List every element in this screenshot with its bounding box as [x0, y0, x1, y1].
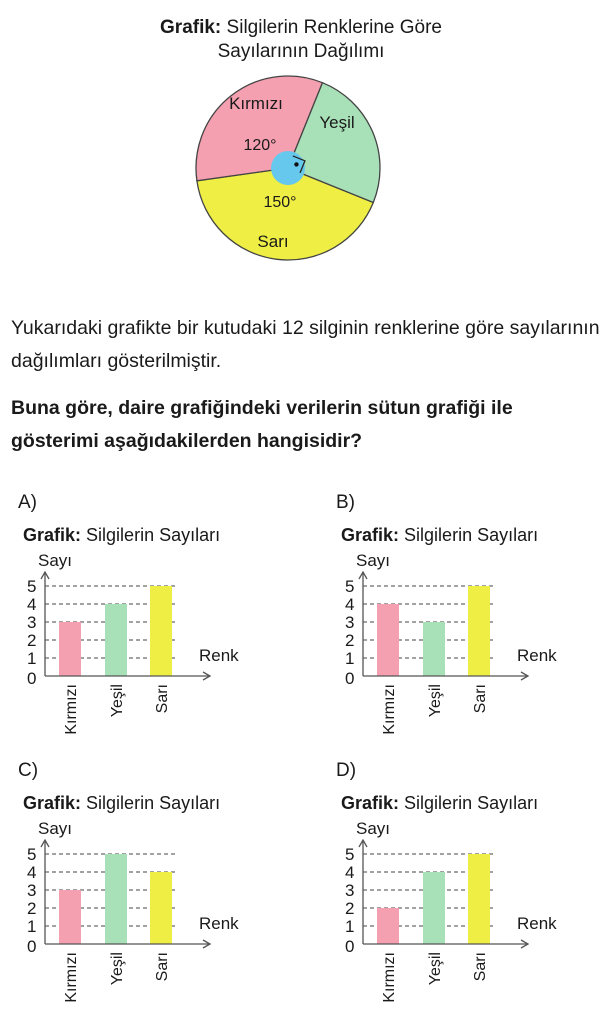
origin-label: 0: [27, 937, 37, 956]
y-axis-label: Sayı: [356, 551, 391, 570]
bar: [105, 854, 127, 944]
bar: [423, 872, 445, 944]
y-tick-label: 5: [345, 845, 355, 864]
bar-chart-title-bold: Grafik:: [23, 793, 82, 813]
category-label: Yeşil: [109, 684, 126, 718]
angle-label-150: 150°: [263, 194, 297, 211]
x-axis-label: Renk: [199, 646, 239, 665]
y-axis-label: Sayı: [38, 551, 73, 570]
category-label: Yeşil: [427, 952, 444, 986]
y-axis-label: Sayı: [356, 819, 391, 838]
option-letter: A): [18, 492, 37, 513]
bar-chart-title-bold: Grafik:: [341, 793, 400, 813]
y-tick-label: 3: [27, 613, 37, 632]
y-tick-label: 1: [345, 917, 355, 936]
bar-chart-title-text: Silgilerin Sayıları: [404, 525, 539, 545]
pie-label-yesil: Yeşil: [319, 113, 355, 132]
pie-chart: [0, 0, 602, 300]
y-tick-label: 3: [345, 613, 355, 632]
category-label: Kırmızı: [381, 952, 398, 1003]
origin-label: 0: [27, 669, 37, 688]
pie-label-kirmizi: Kırmızı: [229, 94, 283, 113]
category-label: Yeşil: [427, 684, 444, 718]
category-label: Sarı: [154, 684, 171, 714]
bar-chart-title-text: Silgilerin Sayıları: [86, 793, 221, 813]
y-tick-label: 1: [27, 649, 37, 668]
question-prompt: Buna göre, daire grafiğindeki verilerin sütun grafiği ile gösterimi aşağıdakilerden hangisidir?: [11, 397, 513, 452]
pie-label-sari: Sarı: [257, 232, 289, 251]
category-label: Sarı: [472, 952, 489, 982]
bar: [150, 872, 172, 944]
pie-title-line2: Sayılarının Dağılımı: [217, 41, 385, 62]
pie-title-text: Silgilerin Renklerine Göre: [226, 17, 442, 38]
angle-label-120: 120°: [243, 137, 277, 154]
y-tick-label: 3: [27, 881, 37, 900]
bar: [59, 622, 81, 676]
bar: [377, 604, 399, 676]
y-tick-label: 4: [345, 863, 355, 882]
bar: [150, 586, 172, 676]
bar: [468, 586, 490, 676]
category-label: Kırmızı: [381, 684, 398, 735]
y-tick-label: 1: [345, 649, 355, 668]
y-tick-label: 1: [27, 917, 37, 936]
y-tick-label: 2: [345, 899, 355, 918]
y-tick-label: 4: [27, 863, 37, 882]
right-angle-dot: [294, 162, 298, 166]
y-tick-label: 3: [345, 881, 355, 900]
y-tick-label: 4: [345, 595, 355, 614]
y-tick-label: 2: [27, 899, 37, 918]
bar: [377, 908, 399, 944]
bar-chart: [336, 760, 602, 1011]
option-c[interactable]: [18, 760, 318, 1025]
origin-label: 0: [345, 937, 355, 956]
category-label: Sarı: [154, 952, 171, 982]
category-label: Yeşil: [109, 952, 126, 986]
pie-section: [0, 0, 602, 300]
category-label: Kırmızı: [63, 684, 80, 735]
y-axis-label: Sayı: [38, 819, 73, 838]
option-letter: B): [336, 492, 355, 513]
x-axis-label: Renk: [517, 914, 557, 933]
bar-chart-title-bold: Grafik:: [23, 525, 82, 545]
option-a[interactable]: [18, 492, 318, 757]
angle-marker: [271, 151, 305, 185]
category-label: Sarı: [472, 684, 489, 714]
x-axis-label: Renk: [199, 914, 239, 933]
bar: [59, 890, 81, 944]
bar: [105, 604, 127, 676]
bar-chart: [18, 760, 318, 1011]
y-tick-label: 2: [27, 631, 37, 650]
bar-chart-title-text: Silgilerin Sayıları: [86, 525, 221, 545]
origin-label: 0: [345, 669, 355, 688]
bar-chart-title-bold: Grafik:: [341, 525, 400, 545]
y-tick-label: 5: [27, 845, 37, 864]
x-axis-label: Renk: [517, 646, 557, 665]
y-tick-label: 4: [27, 595, 37, 614]
option-b[interactable]: [336, 492, 602, 757]
bar-chart: [18, 492, 318, 757]
y-tick-label: 5: [345, 577, 355, 596]
category-label: Kırmızı: [63, 952, 80, 1003]
bar: [468, 854, 490, 944]
bar-chart: [336, 492, 602, 757]
y-tick-label: 2: [345, 631, 355, 650]
bar-chart-title-text: Silgilerin Sayıları: [404, 793, 539, 813]
y-tick-label: 5: [27, 577, 37, 596]
option-letter: D): [336, 760, 357, 781]
question-text: Yukarıdaki grafikte bir kutudaki 12 silginin renklerine göre sayılarının dağılımları gösterilmiştir.: [11, 317, 600, 372]
pie-title-bold: Grafik:: [160, 17, 222, 38]
bar: [423, 622, 445, 676]
option-d[interactable]: [336, 760, 602, 1025]
option-letter: C): [18, 760, 39, 781]
